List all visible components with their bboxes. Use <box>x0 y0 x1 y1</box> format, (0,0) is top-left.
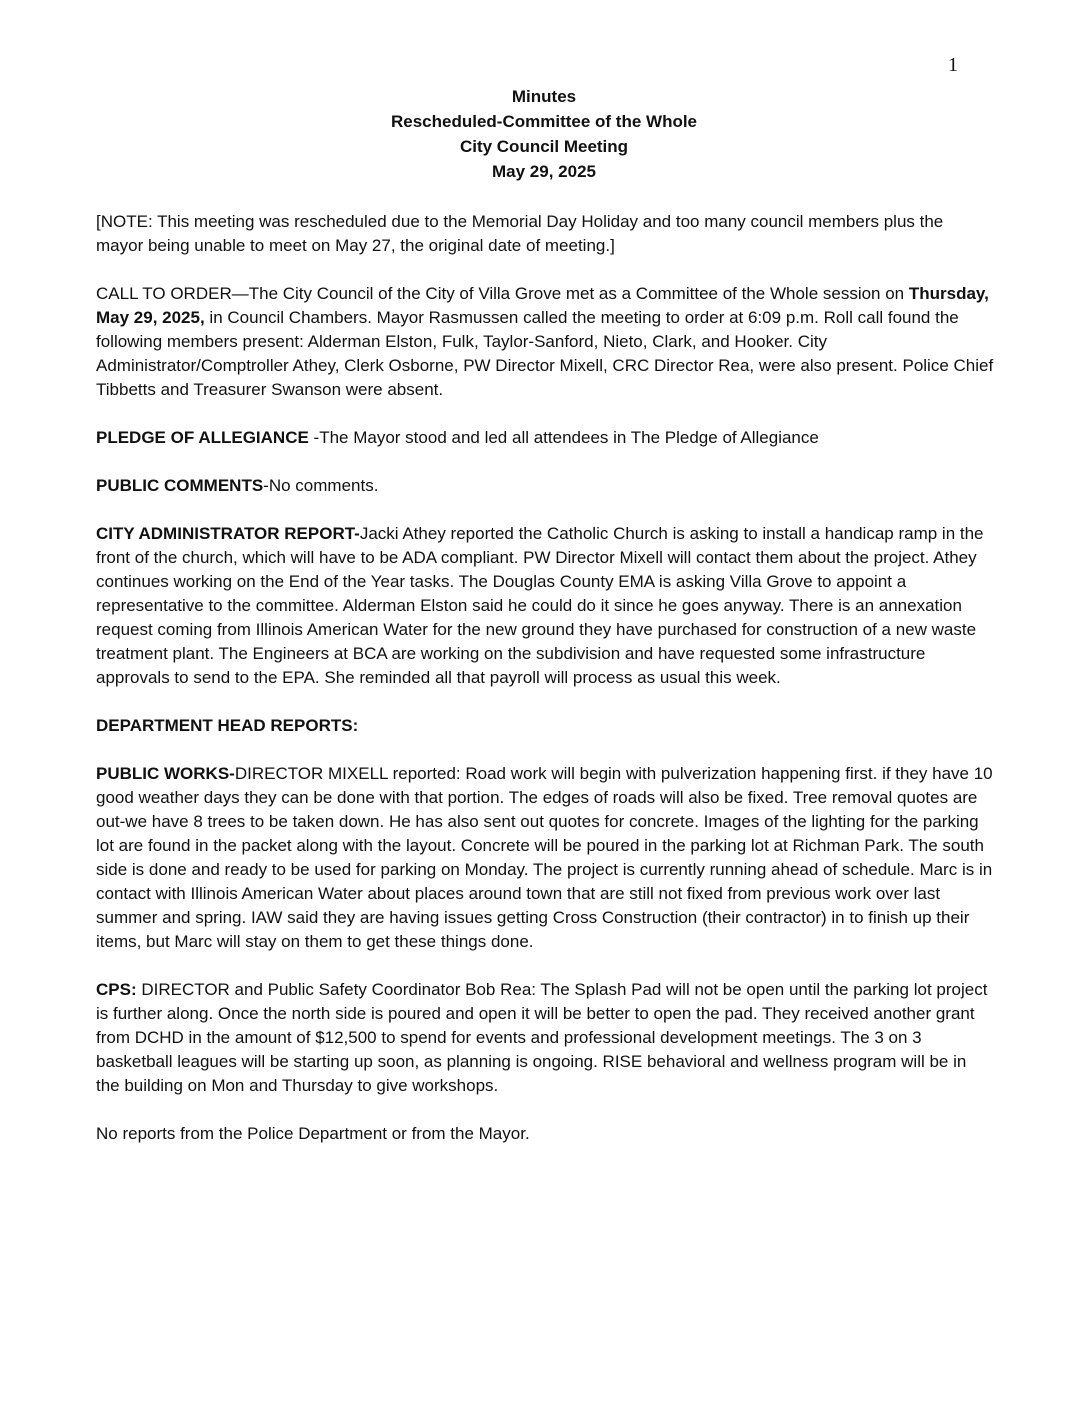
dept-head-reports-heading: DEPARTMENT HEAD REPORTS: <box>96 716 359 735</box>
public-works-paragraph <box>96 762 994 954</box>
cps-label: CPS: <box>96 980 137 999</box>
document-header <box>0 84 1088 184</box>
pledge-text: -The Mayor stood and led all attendees in The Pledge of Allegiance <box>308 428 819 447</box>
pledge-paragraph <box>96 426 994 450</box>
public-comments-paragraph <box>96 474 994 498</box>
call-to-order-paragraph <box>96 282 994 402</box>
city-admin-text: Jacki Athey reported the Catholic Church is asking to install a handicap ramp in the front of the church, which will have to be ADA compliant. PW Director Mixell will contact them about the project. Athey continues working on the End of the Year tasks. The Douglas County EMA is asking Villa Grove to appoint a representative to the committee. Alderman Elston said he could do it since he goes anyway. There is an annexation request coming from Illinois American Water for the new ground they have purchased for construction of a new waste treatment plant. The Engineers at BCA are working on the subdivision and have requested some infrastructure approvals to send to the EPA. She reminded all that payroll will process as usual this week. <box>96 524 984 687</box>
pledge-label: PLEDGE OF ALLEGIANCE <box>96 428 309 447</box>
public-comments-text: -No comments. <box>263 476 379 495</box>
cps-paragraph <box>96 978 994 1098</box>
header-date: May 29, 2025 <box>492 162 596 181</box>
header-title: Minutes <box>511 87 577 106</box>
closing-paragraph: No reports from the Police Department or from the Mayor. <box>96 1124 530 1143</box>
public-works-text: DIRECTOR MIXELL reported: Road work will begin with pulverization happening first. if they have 10 good weather days they can be done with that portion. The edges of roads will also be fixed. Tree removal quotes are out-we have 8 trees to be taken down. He has also sent out quotes for concrete. Images of the lighting for the parking lot are found in the packet along with the layout. Concrete will be poured in the parking lot at Richman Park. The south side is done and ready to be used for parking on Monday. The project is currently running ahead of schedule. Marc is in contact with Illinois American Water about places around town that are still not fixed from previous work over last summer and spring. IAW said they are having issues getting Cross Construction (their contractor) in to finish up their items, but Marc will stay on them to get these things done. <box>96 764 993 951</box>
call-to-order-date: Thursday, May 29, 2025, <box>96 284 989 327</box>
city-admin-label: CITY ADMINISTRATOR REPORT- <box>96 524 360 543</box>
minutes-body <box>96 210 994 1170</box>
public-comments-label: PUBLIC COMMENTS <box>96 476 264 495</box>
cps-text: DIRECTOR and Public Safety Coordinator Bob Rea: The Splash Pad will not be open until the parking lot project is further along. Once the north side is poured and open it will be better to open the pad. They received another grant from DCHD in the amount of $12,500 to spend for events and professional development meetings. The 3 on 3 basketball leagues will be starting up soon, as planning is ongoing. RISE behavioral and wellness program will be in the building on Mon and Thursday to give workshops. <box>96 980 988 1095</box>
note-paragraph: [NOTE: This meeting was rescheduled due to the Memorial Day Holiday and too many council members plus the mayor being unable to meet on May 27, the original date of meeting.] <box>96 212 944 255</box>
page-number: 1 <box>948 54 958 76</box>
call-to-order-text-2: in Council Chambers. Mayor Rasmussen called the meeting to order at 6:09 p.m. Roll call found the following members present: Alderman Elston, Fulk, Taylor-Sanford, Nieto, Clark, and Hooker. City Administrator/Comptroller Athey, Clerk Osborne, PW Director Mixell, CRC Director Rea, were also present. Police Chief Tibbetts and Treasurer Swanson were absent. <box>96 308 994 399</box>
city-admin-paragraph <box>96 522 994 690</box>
header-meeting-name: City Council Meeting <box>459 137 629 156</box>
header-meeting-type: Rescheduled-Committee of the Whole <box>390 112 698 131</box>
public-works-label: PUBLIC WORKS- <box>96 764 235 783</box>
call-to-order-text-1: CALL TO ORDER—The City Council of the City of Villa Grove met as a Committee of the Whole session on <box>96 284 909 303</box>
